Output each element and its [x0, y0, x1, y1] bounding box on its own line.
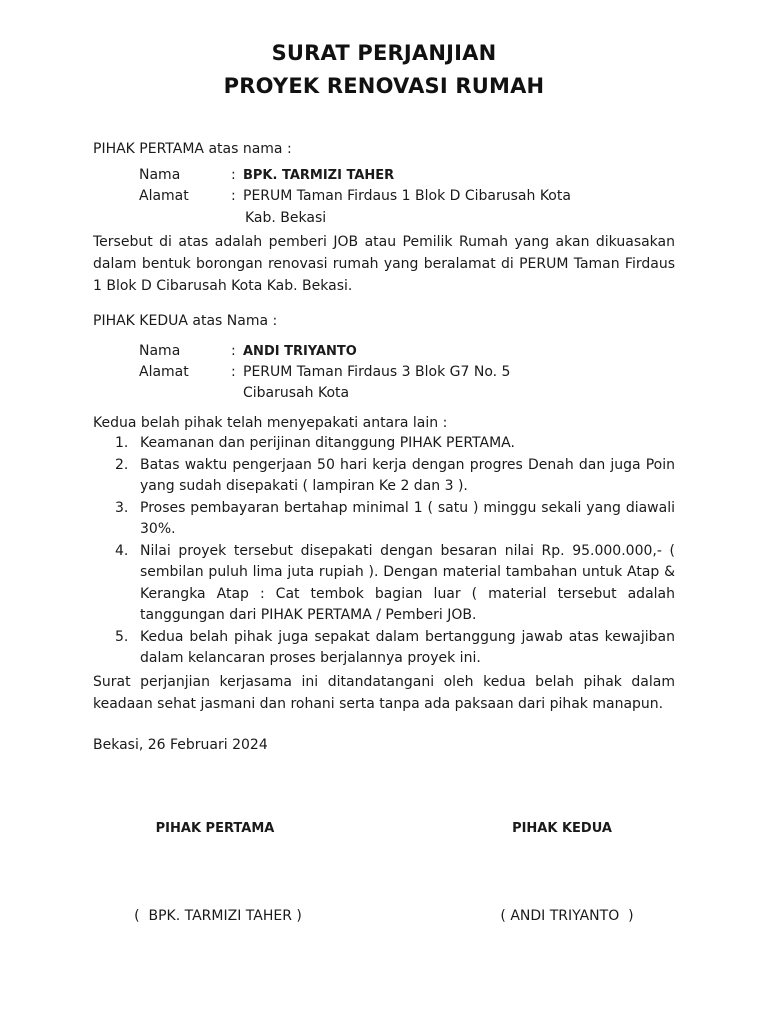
pihak-kedua-nama-colon: :: [231, 343, 236, 359]
pihak-kedua-alamat-label: Alamat: [139, 364, 189, 380]
pihak-pertama-alamat-line2: Kab. Bekasi: [245, 210, 327, 226]
pihak-kedua-alamat-colon: :: [231, 364, 236, 380]
agreement-item-text: Nilai proyek tersebut disepakati dengan besaran nilai Rp. 95.000.000,- ( sembilan puluh lima juta rupiah ). Dengan material tambahan untuk Atap & Kerangka Atap : Cat tembok bagian luar ( material tersebut adalah tanggungan dari PIHAK PERTAMA / Pemberi JOB.: [140, 542, 675, 623]
pihak-pertama-alamat-colon: :: [231, 188, 236, 204]
place-date: Bekasi, 26 Februari 2024: [93, 737, 268, 753]
pihak-kedua-heading: PIHAK KEDUA atas Nama :: [93, 313, 278, 329]
document-title-line1: SURAT PERJANJIAN: [271, 41, 497, 65]
agreement-item: [93, 455, 675, 498]
agreement-item-number: 5.: [115, 628, 129, 645]
agreement-item-number: 2.: [115, 456, 129, 473]
agreement-intro: Kedua belah pihak telah menyepakati antara lain :: [93, 415, 448, 431]
pihak-pertama-heading: PIHAK PERTAMA atas nama :: [93, 141, 292, 157]
agreement-item: [93, 433, 675, 455]
agreement-item-number: 1.: [115, 435, 129, 451]
pihak-pertama-nama-colon: :: [231, 167, 236, 183]
pihak-kedua-alamat-line1: PERUM Taman Firdaus 3 Blok G7 No. 5: [243, 364, 511, 380]
agreement-item-number: 4.: [115, 542, 129, 559]
agreement-item-text: Kedua belah pihak juga sepakat dalam bertanggung jawab atas kewajiban dalam kelancaran proses berjalannya proyek ini.: [140, 628, 675, 666]
agreement-item-text: Proses pembayaran bertahap minimal 1 ( satu ) minggu sekali yang diawali 30%.: [140, 499, 675, 537]
signature-name-pihak-pertama: ( BPK. TARMIZI TAHER ): [134, 908, 302, 924]
pihak-pertama-alamat-label: Alamat: [139, 188, 189, 204]
pihak-pertama-alamat-line1: PERUM Taman Firdaus 1 Blok D Cibarusah Kota: [243, 188, 571, 204]
pihak-pertama-description: Tersebut di atas adalah pemberi JOB atau Pemilik Rumah yang akan dikuasakan dalam bentuk borongan renovasi rumah yang beralamat di PERUM Taman Firdaus 1 Blok D Cibarusah Kota Kab. Bekasi.: [93, 234, 675, 294]
signature-label-pihak-kedua: PIHAK KEDUA: [512, 821, 612, 836]
agreement-closing: Surat perjanjian kerjasama ini ditandatangani oleh kedua belah pihak dalam keadaan sehat jasmani dan rohani serta tanpa ada paksaan dari pihak manapun.: [93, 674, 675, 712]
document-title-line2: PROYEK RENOVASI RUMAH: [223, 74, 545, 98]
agreement-item: [93, 627, 675, 670]
agreement-item: [93, 498, 675, 541]
agreement-item-text: Keamanan dan perijinan ditanggung PIHAK PERTAMA.: [140, 435, 515, 451]
pihak-kedua-nama-label: Nama: [139, 343, 181, 359]
pihak-pertama-nama-value: BPK. TARMIZI TAHER: [243, 168, 395, 183]
pihak-kedua-alamat-line2: Cibarusah Kota: [243, 385, 350, 401]
agreement-item-number: 3.: [115, 499, 129, 516]
agreement-item: [93, 541, 675, 627]
signature-label-pihak-pertama: PIHAK PERTAMA: [155, 821, 275, 836]
pihak-pertama-nama-label: Nama: [139, 167, 181, 183]
pihak-kedua-nama-value: ANDI TRIYANTO: [243, 344, 357, 359]
agreement-list: [93, 433, 675, 670]
agreement-item-text: Batas waktu pengerjaan 50 hari kerja dengan progres Denah dan juga Poin yang sudah disepakati ( lampiran Ke 2 dan 3 ).: [140, 456, 675, 494]
signature-name-pihak-kedua: ( ANDI TRIYANTO ): [500, 908, 634, 924]
